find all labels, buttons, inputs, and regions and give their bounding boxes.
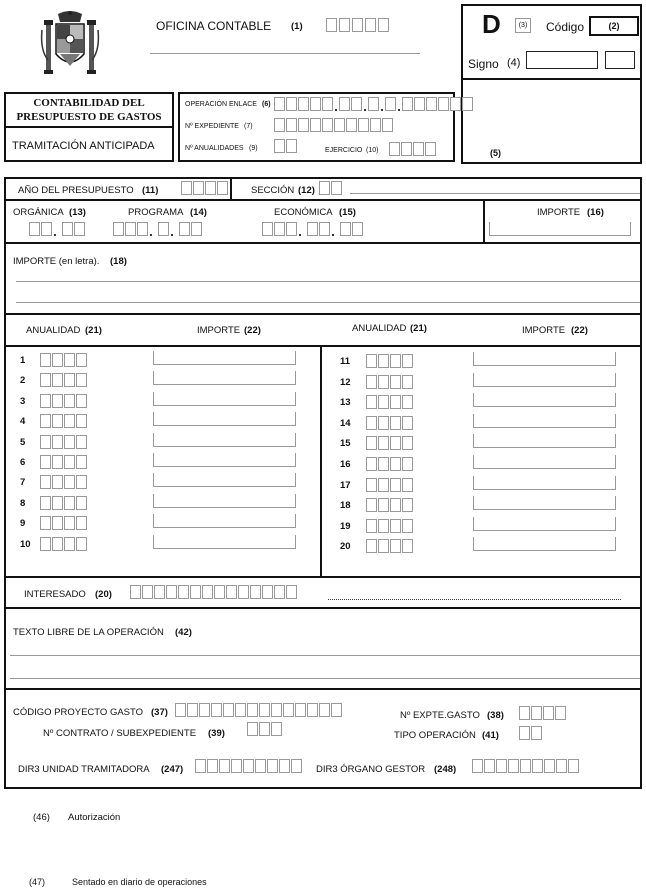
annuity-row-number: 4 [20,416,26,428]
ejercicio-boxes[interactable] [389,142,436,156]
importe-label-right: IMPORTE [522,325,566,336]
ano-seccion-divider [230,177,232,200]
annuity-row-number: 2 [20,375,26,387]
texto-libre-number: (42) [175,627,192,638]
annuity-row-number: 14 [340,417,351,429]
annuity-year-boxes-left[interactable] [40,394,87,408]
stamp-number: (5) [490,148,501,158]
divider-4 [4,345,642,347]
annuity-row-number: 20 [340,541,351,553]
sentado-label: Sentado en diario de operaciones [72,877,207,887]
annuity-row-number: 16 [340,459,351,470]
programa-boxes[interactable] [113,222,202,236]
dir3-organo-number: (248) [434,764,457,775]
seccion-number: (12) [298,185,315,196]
annuity-year-boxes-right[interactable] [366,375,413,389]
annuity-amount-field-left[interactable] [153,392,296,406]
letter-box[interactable]: (3) [515,18,531,33]
organica-label: ORGÁNICA [13,207,64,218]
tipo-operacion-label: TIPO OPERACIÓN [394,730,476,741]
annuity-year-boxes-left[interactable] [40,414,87,428]
anualidad-label-right: ANUALIDAD [352,323,407,334]
importe-divider [483,199,485,243]
importe-letra-number: (18) [110,256,127,267]
economica-boxes[interactable] [262,222,363,236]
annuity-amount-field-left[interactable] [153,453,296,467]
annuity-amount-field-right[interactable] [473,352,616,366]
anualidades-boxes[interactable] [274,139,297,153]
annuity-year-boxes-left[interactable] [40,537,87,551]
signo-field[interactable] [526,51,598,69]
annuity-amount-field-right[interactable] [473,537,616,551]
annuity-year-boxes-right[interactable] [366,354,413,368]
codigo-label: Código [546,20,585,34]
annuity-row-number: 10 [20,538,31,550]
annuity-row-number: 11 [340,356,351,367]
annuity-row-number: 18 [340,500,351,512]
annuity-amount-field-left[interactable] [153,351,296,365]
anualidad-label-left: ANUALIDAD [26,325,81,336]
economica-label: ECONÓMICA [274,207,333,218]
anualidades-label: Nº ANUALIDADES [185,145,244,152]
title-divider [4,126,174,128]
signo-number: (4) [507,57,521,69]
annuity-year-boxes-left[interactable] [40,516,87,530]
autorizacion-number: (46) [33,812,50,823]
ano-presupuesto-boxes[interactable] [181,181,228,195]
codigo-proyecto-boxes[interactable] [175,703,342,717]
expte-gasto-label: Nº EXPTE.GASTO [400,710,480,721]
economica-number: (15) [339,207,356,218]
code-box-divider [461,78,642,80]
annuity-amount-field-left[interactable] [153,412,296,426]
annuities-column-divider [320,345,322,577]
annuity-row-number: 3 [20,395,26,407]
annuity-amount-field-right[interactable] [473,434,616,448]
annuity-amount-field-right[interactable] [473,414,616,428]
dir3-unidad-label: DIR3 UNIDAD TRAMITADORA [18,764,150,775]
annuity-amount-field-right[interactable] [473,517,616,531]
annuity-amount-field-right[interactable] [473,496,616,510]
tipo-operacion-boxes[interactable] [519,726,542,740]
contrato-boxes[interactable] [247,722,282,736]
anualidad-number-left: (21) [85,325,102,336]
tramitacion-anticipada: TRAMITACIÓN ANTICIPADA [12,140,155,152]
annuity-year-boxes-right[interactable] [366,498,413,512]
oficina-contable-number: (1) [291,21,303,32]
annuity-amount-field-left[interactable] [153,371,296,385]
oficina-contable-boxes[interactable] [326,18,389,32]
annuity-amount-field-left[interactable] [153,535,296,549]
annuity-row-number: 19 [340,520,351,532]
expte-gasto-boxes[interactable] [519,706,566,720]
anualidades-number: (9) [249,145,258,152]
annuity-row-number: 6 [20,457,26,468]
codigo-proyecto-label: CÓDIGO PROYECTO GASTO [13,707,144,718]
interesado-name-line[interactable] [328,599,621,600]
importe-label: IMPORTE [537,207,581,218]
dir3-unidad-boxes[interactable] [195,759,302,773]
annuity-year-boxes-left[interactable] [40,373,87,387]
interesado-boxes[interactable] [130,585,297,599]
annuity-year-boxes-left[interactable] [40,475,87,489]
divider-5 [4,576,642,578]
annuity-year-boxes-right[interactable] [366,395,413,409]
organica-boxes[interactable] [29,222,85,236]
expediente-label: Nº EXPEDIENTE [185,123,239,130]
annuity-amount-field-right[interactable] [473,393,616,407]
importe-field[interactable] [489,222,631,236]
annuity-row-number: 7 [20,477,26,489]
texto-libre-label: TEXTO LIBRE DE LA OPERACIÓN [13,627,164,638]
annuity-row-number: 12 [340,376,351,388]
spain-coat-of-arms-icon [40,74,100,85]
expediente-boxes[interactable] [274,118,393,132]
programa-number: (14) [190,207,207,218]
annuity-year-boxes-right[interactable] [366,416,413,430]
programa-label: PROGRAMA [128,207,184,218]
importe-number: (16) [587,207,604,218]
sentado-number: (47) [29,877,46,887]
oficina-contable-label: OFICINA CONTABLE [156,19,272,33]
texto-libre-line-2[interactable] [10,678,640,679]
dir3-organo-label: DIR3 ÓRGANO GESTOR [316,764,426,775]
divider-2 [4,242,642,244]
title-line-1: CONTABILIDAD DEL [33,97,145,109]
annuity-amount-field-left[interactable] [153,514,296,528]
form-letter: D [482,9,501,39]
ejercicio-number: (10) [366,147,379,154]
divider-6 [4,607,642,609]
annuity-year-boxes-right[interactable] [366,436,413,450]
annuity-year-boxes-left[interactable] [40,455,87,469]
annuity-row-number: 5 [20,436,26,448]
importe-letra-line-2[interactable] [16,302,640,303]
interesado-number: (20) [95,589,112,600]
contrato-number: (39) [208,728,225,739]
annuity-amount-field-right[interactable] [473,373,616,387]
operacion-enlace-label: OPERACIÓN ENLACE [185,101,257,108]
importe-letra-label: IMPORTE (en letra). [13,256,100,267]
oficina-underline [150,53,420,54]
annuity-year-boxes-right[interactable] [366,457,413,471]
annuity-row-number: 1 [20,355,26,366]
divider-7 [4,688,642,690]
importe-label-left: IMPORTE [197,325,241,336]
annuity-amount-field-right[interactable] [473,476,616,490]
importe-number-right: (22) [571,325,588,336]
annuity-row-number: 9 [20,518,26,530]
organica-number: (13) [69,207,86,218]
divider-3 [4,313,642,315]
importe-letra-line-1[interactable] [16,281,640,282]
annuity-row-number: 17 [340,479,351,491]
seccion-boxes[interactable] [319,181,342,195]
expediente-number: (7) [244,123,253,130]
annuity-amount-field-left[interactable] [153,433,296,447]
signo-field-2[interactable] [605,51,635,69]
expte-gasto-number: (38) [487,710,504,721]
autorizacion-label: Autorización [68,812,121,823]
divider-1 [4,199,642,201]
ano-presupuesto-number: (11) [142,185,159,196]
annuity-row-number: 13 [340,397,351,409]
contrato-label: Nº CONTRATO / SUBEXPEDIENTE [43,728,197,739]
dir3-organo-boxes[interactable] [472,759,579,773]
annuity-row-number: 15 [340,438,351,450]
texto-libre-line-1[interactable] [10,655,640,656]
coat-of-arms [40,10,100,82]
ano-presupuesto-label: AÑO DEL PRESUPUESTO [18,185,134,196]
annuity-amount-field-left[interactable] [153,473,296,487]
importe-number-left: (22) [244,325,261,336]
ejercicio-label: EJERCICIO [325,147,363,154]
annuity-year-boxes-left[interactable] [40,353,87,367]
dir3-unidad-number: (247) [161,764,184,775]
anualidad-number-right: (21) [410,323,427,334]
codigo-field[interactable]: (2) [589,16,639,36]
operacion-enlace-number: (6) [262,101,271,108]
annuity-amount-field-right[interactable] [473,455,616,469]
annuity-year-boxes-right[interactable] [366,539,413,553]
tipo-operacion-number: (41) [482,730,499,741]
annuity-year-boxes-right[interactable] [366,478,413,492]
annuity-year-boxes-left[interactable] [40,496,87,510]
operacion-enlace-boxes[interactable] [274,97,473,111]
annuity-row-number: 8 [20,497,26,509]
seccion-underline [350,193,640,194]
seccion-label: SECCIÓN [251,185,295,196]
signo-label: Signo [468,57,499,71]
interesado-label: INTERESADO [24,589,86,600]
annuity-year-boxes-right[interactable] [366,519,413,533]
codigo-proyecto-number: (37) [151,707,168,718]
title-line-2: PRESUPUESTO DE GASTOS [16,111,162,123]
annuity-year-boxes-left[interactable] [40,435,87,449]
annuity-amount-field-left[interactable] [153,494,296,508]
